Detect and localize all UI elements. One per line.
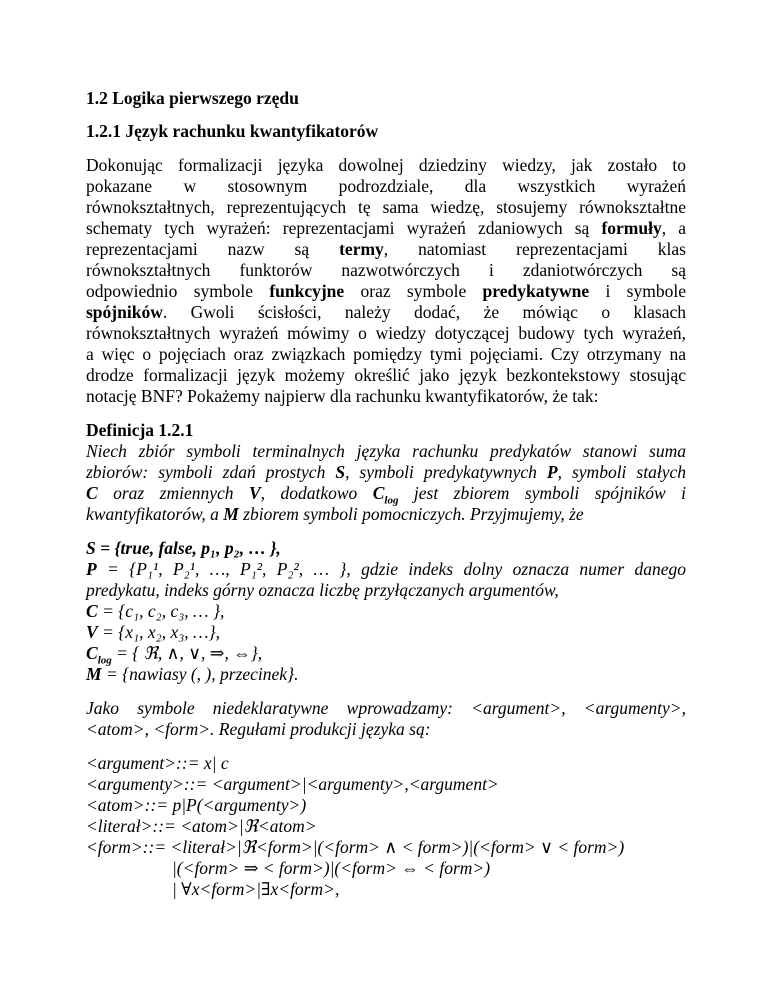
rule-argument: <argument>::= x| c [86, 753, 229, 773]
para-line: równokształtnych wyrażeń mówimy o wiedzy dotyczącej budowy tych wyrażeń, [86, 323, 686, 343]
set-C: C = {c₁, c₂, c₃, … }, [86, 601, 225, 621]
subsection-heading: 1.2.1 Język rachunku kwantyfikatorów [86, 121, 379, 141]
def-line: C oraz zmiennych V, dodatkowo $C_{log}$ jest zbiorem symboli spójników i [86, 483, 686, 507]
nonterminals-line: <atom>, <form>. Regułami produkcji języka są: [86, 719, 431, 739]
para-line: równokształtnych, reprezentujących tę sama wiedzę, stosujemy równokształtne [86, 197, 686, 217]
rule-form-cont: |(<form> ⇒ < form>)|(<form> ⇔ < form>) [172, 858, 491, 878]
set-Clog: $C_{log}$ = { ℜ, ∧, ∨, ⇒, ⇔}, [86, 643, 263, 667]
set-M: M = {nawiasy (, ), przecinek}. [86, 664, 299, 684]
rule-argumenty: <argumenty>::= <argument>|<argumenty>,<argument> [86, 774, 499, 794]
def-line: zbiorów: symboli zdań prostych S, symboli predykatywnych P, symboli stałych [86, 462, 686, 482]
term-funkcyjne: funkcyjne [269, 281, 345, 301]
para-line: drodze formalizacji język możemy określić jako język bezkontekstowy stosując [86, 365, 686, 385]
para-line: Dokonując formalizacji języka dowolnej dziedziny wiedzy, jak zostało to [86, 155, 686, 175]
nonterminals-line: Jako symbole niedeklaratywne wprowadzamy: <argument>, <argumenty>, [86, 698, 686, 718]
term-spojnikow: spójników [86, 302, 163, 322]
set-P-cont: predykatu, indeks górny oznacza liczbę przyłączanych argumentów, [86, 580, 559, 600]
para-line: odpowiednio symbole funkcyjne oraz symbole predykatywne i symbole [86, 281, 686, 301]
term-termy: termy [339, 239, 384, 259]
rule-atom: <atom>::= p|P(<argumenty>) [86, 795, 307, 815]
section-heading: 1.2 Logika pierwszego rzędu [86, 88, 299, 108]
rule-form: <form>::= <literał>|ℜ<form>|(<form> ∧ < form>)|(<form> ∨ < form>) [86, 837, 625, 857]
para-line: schematy tych wyrażeń: reprezentacjami wyrażeń zdaniowych są formuły, a [86, 218, 686, 238]
para-line: notację BNF? Pokażemy najpierw dla rachunku kwantyfikatorów, że tak: [86, 386, 599, 406]
para-line: równokształtnych funktorów nazwotwórczych i zdaniotwórczych są [86, 260, 686, 280]
set-P: P = {P₁¹, P₂¹, …, P₁², P₂², … }, gdzie indeks dolny oznacza numer danego [86, 559, 686, 579]
rule-form-cont: | ∀x<form>|∃x<form>, [172, 879, 340, 899]
para-line: reprezentacjami nazw są termy, natomiast reprezentacjami klas [86, 239, 686, 259]
set-S: S = {true, false, p₁, p₂, … }, [86, 538, 281, 558]
term-predykatywne: predykatywne [482, 281, 590, 301]
term-formuly: formuły [601, 218, 662, 238]
para-line: spójników. Gwoli ścisłości, należy dodać, że mówiąc o klasach [86, 302, 686, 322]
para-line: pokazane w stosownym podrozdziale, dla wszystkich wyrażeń [86, 176, 686, 196]
rule-literal: <literał>::= <atom>|ℜ<atom> [86, 816, 317, 836]
definition-title: Definicja 1.2.1 [86, 420, 194, 440]
def-line: Niech zbiór symboli terminalnych języka rachunku predykatów stanowi suma [86, 441, 686, 461]
set-V: V = {x₁, x₂, x₃, …}, [86, 622, 220, 642]
def-line: kwantyfikatorów, a M zbiorem symboli pomocniczych. Przyjmujemy, że [86, 504, 584, 524]
para-line: a więc o pojęciach oraz związkach pomiędzy tymi pojęciami. Czy otrzymany na [86, 344, 686, 364]
